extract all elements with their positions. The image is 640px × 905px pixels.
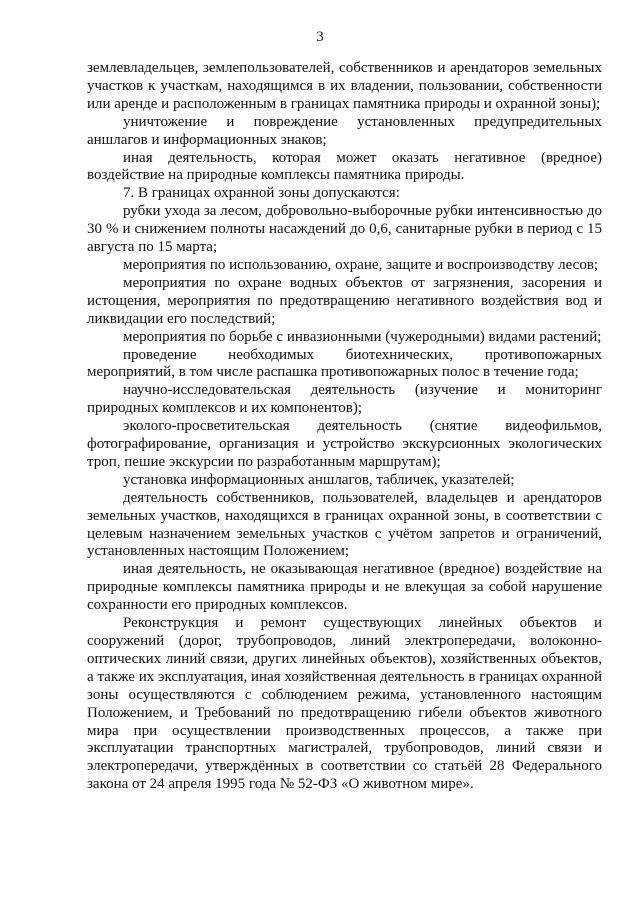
document-body (87, 60, 602, 794)
paragraph-biotechnical: проведение необходимых биотехнических, противопожарных мероприятий, в том числе распашка противопожарных полос в течение года; (87, 346, 602, 381)
paragraph-other-allowed: иная деятельность, не оказывающая негативное (вредное) воздействие на природные комплексы памятника природы и не влекущая за собой нарушение сохранности его природных комплексов. (87, 561, 602, 614)
paragraph-section-7-heading: 7. В границах охранной зоны допускаются: (123, 185, 400, 202)
paragraph-water-measures: мероприятия по охране водных объектов от загрязнения, засорения и истощения, мероприятия по предотвращению негативного воздействия вод и ликвидации его последствий; (87, 274, 602, 327)
paragraph-forest-measures: мероприятия по использованию, охране, защите и воспроизводству лесов; (123, 256, 599, 273)
paragraph-prohibition-other: иная деятельность, которая может оказать негативное (вредное) воздействие на природные комплексы памятника природы. (87, 149, 602, 184)
paragraph-prohibition-signs: уничтожение и повреждение установленных предупредительных аншлагов и информационных знаков; (87, 113, 602, 148)
paragraph-reconstruction: Реконструкция и ремонт существующих линейных объектов и сооружений (дорог, трубопроводов, линий электропередачи, волоконно-оптических линий связи, других линейных объектов), хозяйственных объектов, а также их эксплуатация, иная хозяйственная деятельность в границах охранной зоны осуществляются с соблюдением режима, установленного настоящим Положением, и Требований по предотвращению гибели объектов животного мира при осуществлении производственных процессов, а также при эксплуатации транспортных магистралей, трубопроводов, линий связи и электропередачи, утверждённых в соответствии со статьёй 28 Федерального закона от 24 апреля 1995 года № 52-ФЗ «О животном мире». (87, 615, 602, 793)
paragraph-research: научно-исследовательская деятельность (изучение и мониторинг природных комплексов и их компонентов); (87, 382, 602, 417)
paragraph-continuation: землевладельцев, землепользователей, собственников и арендаторов земельных участков к участкам, находящимся в их владении, пользовании, собственности или аренде и расположенным в границах памятника природы и охранной зоны); (87, 60, 602, 112)
paragraph-eco-education: эколого-просветительская деятельность (снятие видеофильмов, фотографирование, организация и устройство экскурсионных экологических троп, пешие экскурсии по разработанным маршрутам); (87, 418, 602, 470)
paragraph-signage: установка информационных аншлагов, табличек, указателей; (123, 471, 515, 488)
paragraph-logging: рубки ухода за лесом, добровольно-выборочные рубки интенсивностью до 30 % и снижением полноты насаждений до 0,6, санитарные рубки в период с 15 августа по 15 марта; (87, 203, 602, 256)
paragraph-invasive-species: мероприятия по борьбе с инвазионными (чужеродными) видами растений; (123, 328, 602, 345)
paragraph-landowners: деятельность собственников, пользователей, владельцев и арендаторов земельных участков, находящихся в границах охранной зоны, в соответствии с целевым назначением земельных участков с учётом запретов и ограничений, установленных настоящим Положением; (87, 489, 602, 560)
page-number: 3 (316, 29, 324, 45)
